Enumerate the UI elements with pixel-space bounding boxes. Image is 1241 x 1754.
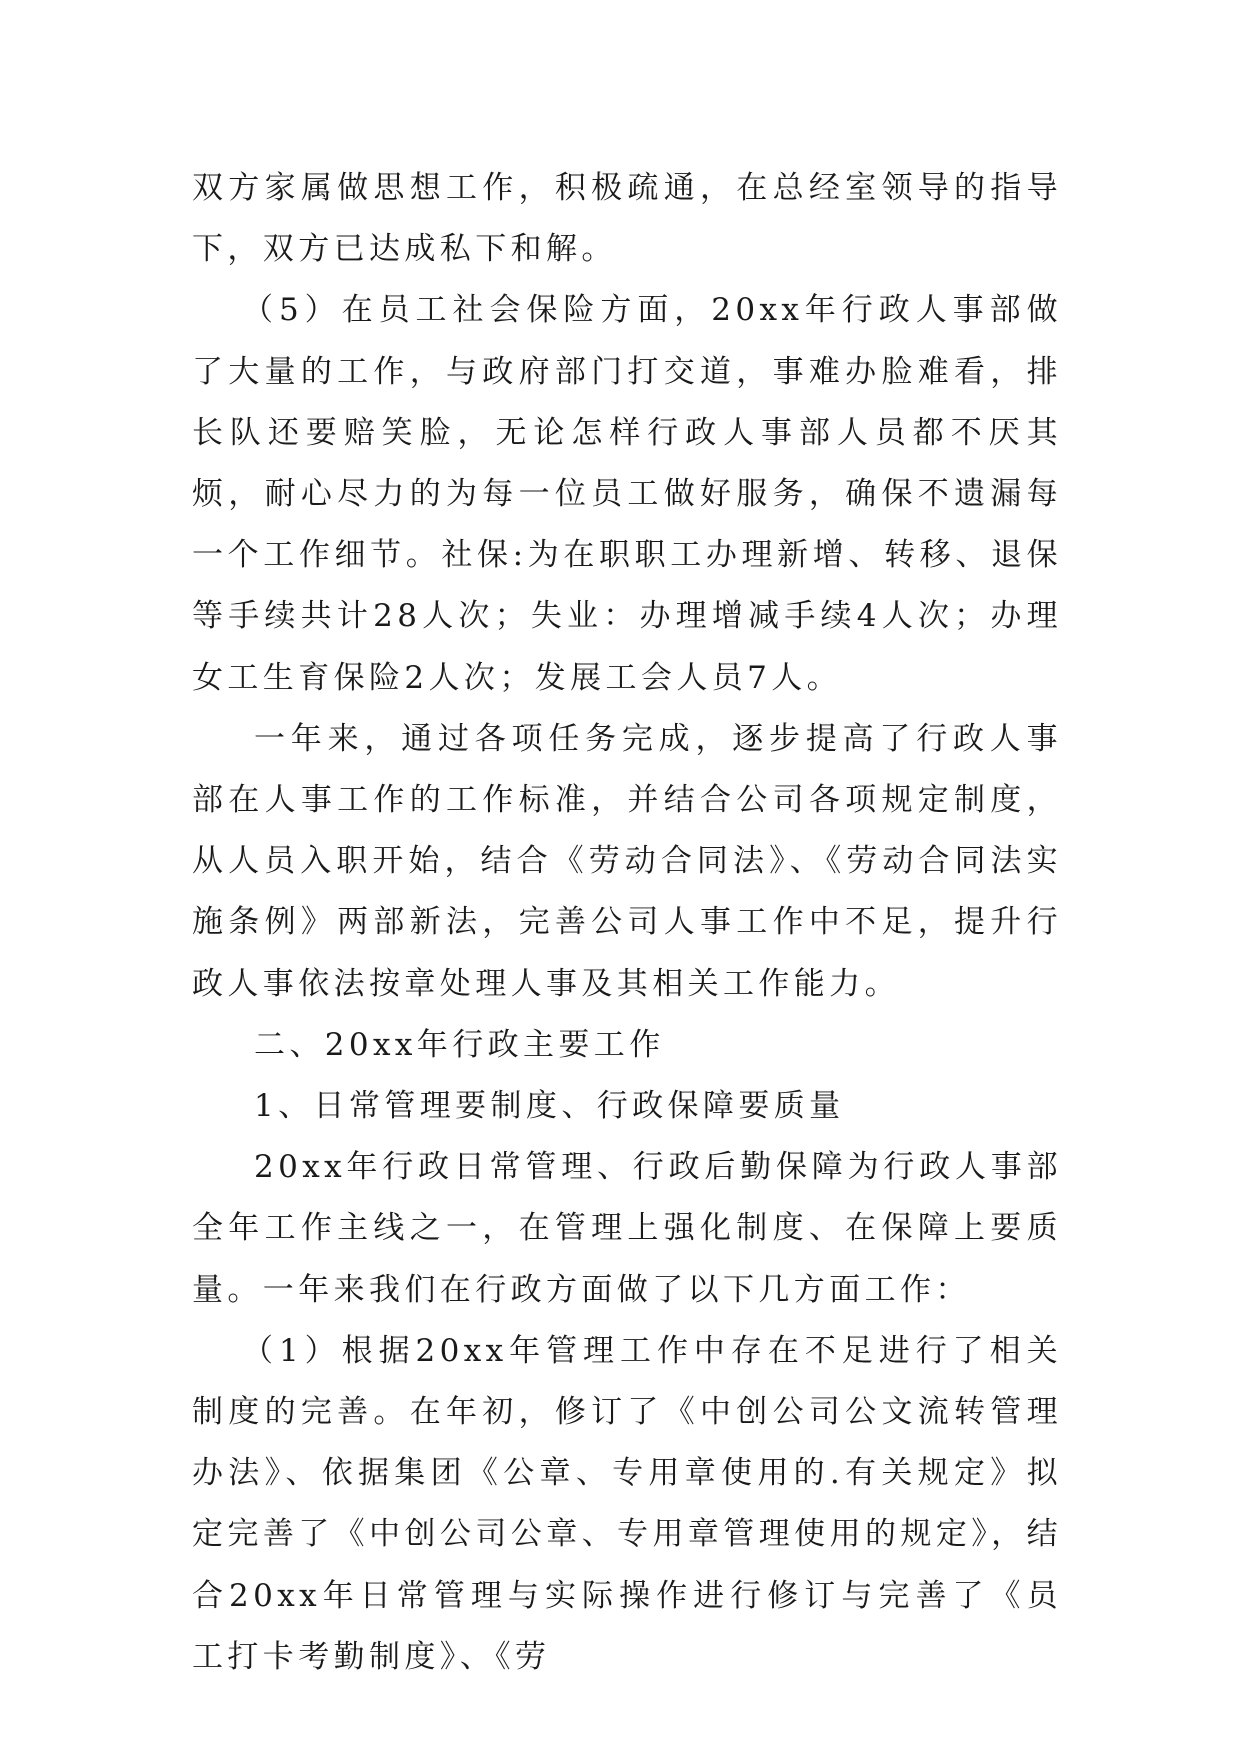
- document-body: [192, 158, 1062, 1688]
- section-heading-admin-work: 二、20xx年行政主要工作: [254, 1026, 665, 1063]
- subsection-heading-daily-management: 1、日常管理要制度、行政保障要质量: [254, 1088, 845, 1125]
- paragraph-year-summary: 一年来，通过各项任务完成，逐步提高了行政人事部在人事工作的工作标准，并结合公司各项规定制度，从人员入职开始，结合《劳动合同法》、《劳动合同法实施条例》两部新法，完善公司人事工作中不足，提升行政人事依法按章处理人事及其相关工作能力。: [192, 720, 1062, 1002]
- paragraph-system-improvement: （1）根据20xx年管理工作中存在不足进行了相关制度的完善。在年初，修订了《中创公司公文流转管理办法》、依据集团《公章、专用章使用的.有关规定》拟定完善了《中创公司公章、专用章管理使用的规定》，结合20xx年日常管理与实际操作进行修订与完善了《员工打卡考勤制度》、《劳: [192, 1332, 1062, 1675]
- paragraph-social-insurance: （5）在员工社会保险方面，20xx年行政人事部做了大量的工作，与政府部门打交道，事难办脸难看，排长队还要赔笑脸，无论怎样行政人事部人员都不厌其烦，耐心尽力的为每一位员工做好服务，确保不遗漏每一个工作细节。社保:为在职职工办理新增、转移、退保等手续共计28人次；失业：办理增减手续4人次；办理女工生育保险2人次；发展工会人员7人。: [192, 292, 1062, 696]
- paragraph-family-mediation: 双方家属做思想工作，积极疏通，在总经室领导的指导下，双方已达成私下和解。: [192, 170, 1062, 268]
- paragraph-admin-mainline: 20xx年行政日常管理、行政后勤保障为行政人事部全年工作主线之一，在管理上强化制度、在保障上要质量。一年来我们在行政方面做了以下几方面工作：: [192, 1149, 1062, 1308]
